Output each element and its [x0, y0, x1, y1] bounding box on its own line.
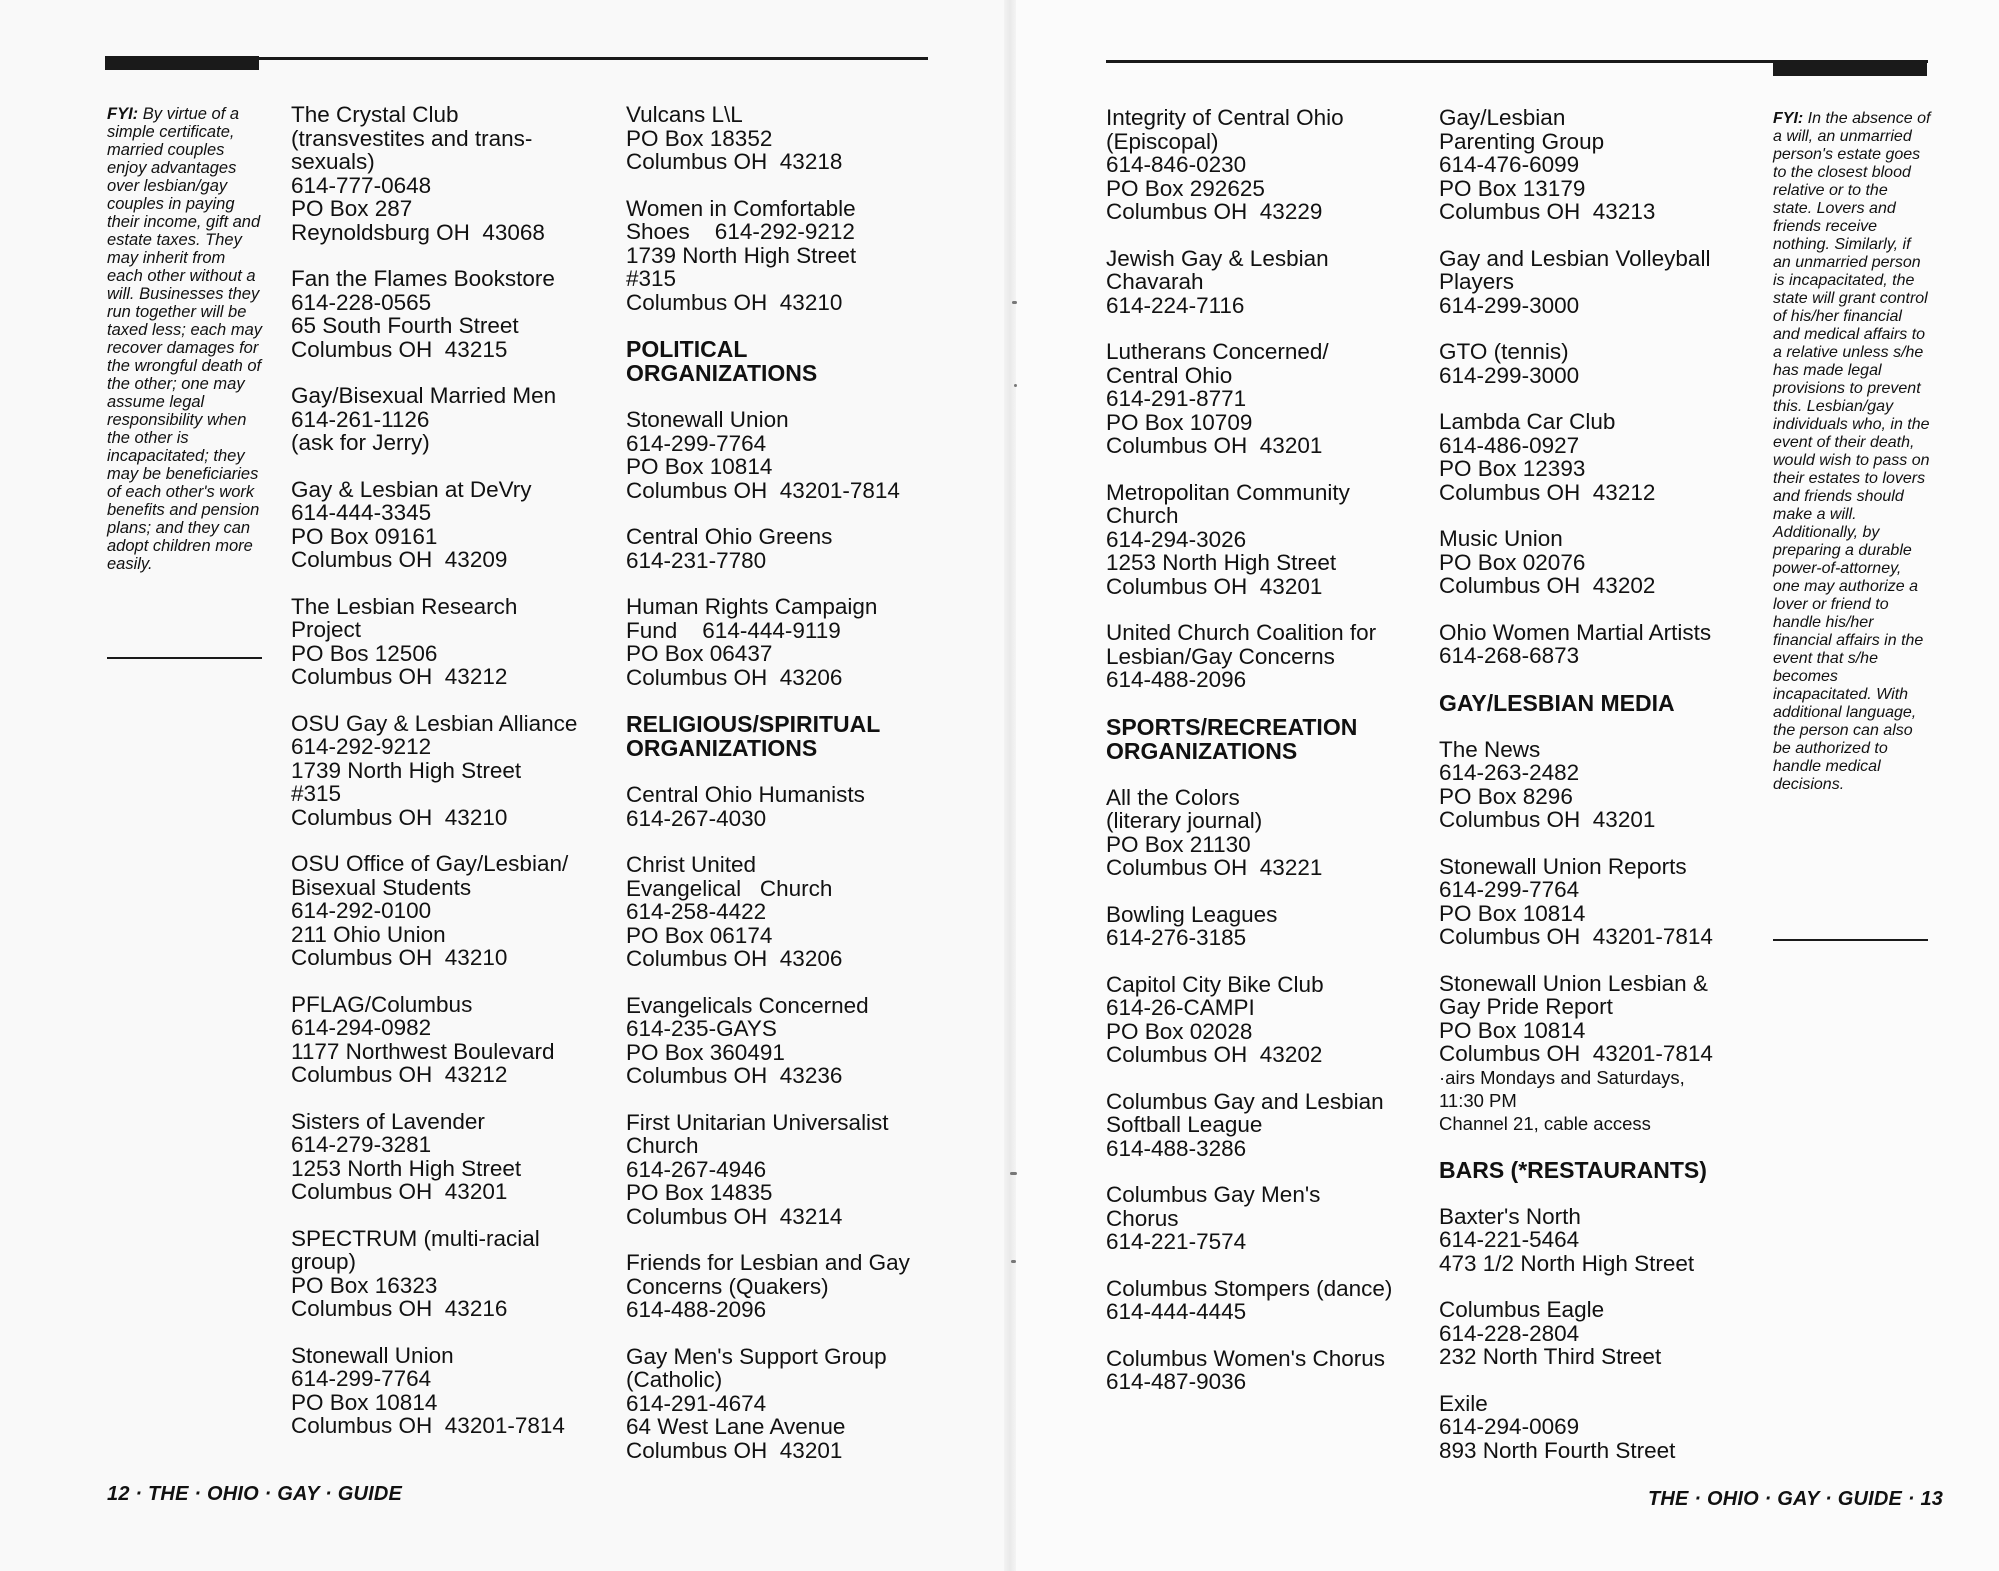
entry-detail-line: Bisexual Students [291, 874, 472, 900]
entry-detail-line: PO Box 10814 [1439, 900, 1586, 926]
section-heading-line: ORGANIZATIONS [1106, 737, 1298, 764]
directory-entry [1106, 1090, 1436, 1161]
entry-name: Baxter's North [1439, 1203, 1581, 1229]
entry-name: Columbus Women's Chorus [1106, 1345, 1385, 1371]
section-heading-line: GAY/LESBIAN MEDIA [1439, 689, 1675, 716]
entry-detail-line: Columbus OH 43216 [291, 1296, 508, 1321]
left-listing-column-1 [291, 103, 611, 1461]
entry-detail-line: (literary journal) [1106, 808, 1263, 833]
entry-detail-line: Columbus OH 43201-7814 [1439, 924, 1713, 949]
entry-detail-line: 614-231-7780 [626, 547, 767, 573]
entry-detail-line: PO Box 12393 [1439, 456, 1586, 481]
entry-detail-line: Columbus OH 43209 [291, 547, 508, 572]
left-fyi-rule [107, 657, 262, 659]
directory-entry [626, 525, 956, 572]
section-heading-line: BARS (*RESTAURANTS) [1439, 1156, 1707, 1183]
entry-detail-line: Columbus OH 43210 [291, 804, 508, 830]
entry-name: OSU Office of Gay/Lesbian/ [291, 851, 569, 876]
scan-speck [1010, 1172, 1017, 1175]
entry-detail-line: Columbus OH 43212 [291, 664, 508, 689]
entry-name: OSU Gay & Lesbian Alliance [291, 710, 578, 736]
section-heading [626, 337, 956, 385]
entry-name: Sisters of Lavender [291, 1108, 485, 1134]
entry-detail-line: 614-299-7764 [291, 1366, 432, 1391]
directory-entry [291, 852, 611, 970]
entry-name: Jewish Gay & Lesbian [1106, 245, 1329, 271]
entry-name: Lambda Car Club [1439, 409, 1616, 434]
directory-entry [626, 1345, 956, 1463]
entry-name: Gay/Lesbian [1439, 105, 1566, 130]
directory-entry [626, 1251, 956, 1322]
entry-name: Stonewall Union Lesbian & [1439, 970, 1708, 996]
entry-detail-line: 614-488-2096 [1106, 667, 1247, 692]
entry-detail-line: 614-846-0230 [1106, 152, 1247, 177]
entry-detail-line: Columbus OH 43229 [1106, 199, 1323, 224]
entry-detail-line: Church [626, 1133, 699, 1158]
entry-detail-line: 614-261-1126 [291, 406, 430, 432]
entry-detail-line: Gay Pride Report [1439, 994, 1613, 1019]
entry-detail-line: PO Box 8296 [1439, 783, 1573, 809]
fyi-text: By virtue of a simple certificate, married couples enjoy advantages over lesbian/gay couples in paying their income, gift and estate taxes. They may inherit from each other without a will. Businesses they run together will be taxed less; each may recover damages for the wrongful death of the other; one may assume legal responsibility when the other is incapacitated; they may be beneficiaries of each other's work benefits and pension plans; and they can adopt children more easily. [107, 105, 262, 573]
entry-name: Central Ohio Humanists [626, 782, 865, 807]
entry-detail-line: Columbus OH 43201-7814 [1439, 1041, 1713, 1066]
entry-detail-line: Lesbian/Gay Concerns [1106, 643, 1335, 669]
entry-detail-line: 232 North Third Street [1439, 1344, 1662, 1369]
entry-name: Central Ohio Greens [626, 524, 833, 549]
entry-name: Metropolitan Community [1106, 479, 1350, 505]
directory-entry [291, 1227, 611, 1321]
entry-detail-line: 614-267-4946 [626, 1156, 767, 1182]
entry-detail-line: 211 Ohio Union [291, 921, 446, 947]
entry-name: Gay and Lesbian Volleyball [1439, 245, 1711, 271]
entry-detail-line: 614-276-3185 [1106, 925, 1247, 950]
entry-name: Friends for Lesbian and Gay [626, 1250, 910, 1275]
entry-detail-line: Columbus OH 43201 [291, 1179, 508, 1204]
entry-detail-line: 614-26-CAMPI [1106, 995, 1255, 1020]
left-fyi-sidebar [107, 105, 265, 573]
book-gutter [1004, 0, 1016, 1571]
entry-detail-line: 614-444-3345 [291, 500, 432, 525]
entry-name: PFLAG/Columbus [291, 991, 473, 1017]
directory-entry [626, 1111, 956, 1229]
entry-detail-line: 614-486-0927 [1439, 432, 1580, 458]
entry-name: Columbus Eagle [1439, 1297, 1605, 1322]
entry-detail-line: PO Box 10709 [1106, 409, 1253, 435]
fyi-text: In the absence of a will, an unmarried person's estate goes to the closest blood relative or to the state. Lovers and friends receive nothing. Similarly, if an unmarried person is incapacitated, the state will grant control of his/her financial and medical affairs to a relative unless s/he has made legal provisions to prevent this. Lesbian/gay individuals who, in the event of their death, would wish to pass on their estates to lovers and friends should make a will. Additionally, by preparing a durable power-of-attorney, one may authorize a lover or friend to handle his/her financial affairs in the event that s/he becomes incapacitated. With additional language, the person can also be authorized to handle medical decisions. [1773, 110, 1931, 793]
entry-detail-line: 614-299-7764 [1439, 877, 1580, 902]
entry-detail-line: Players [1439, 269, 1515, 294]
entry-name: Ohio Women Martial Artists [1439, 619, 1712, 645]
entry-name: Stonewall Union [291, 1342, 454, 1368]
entry-name: Gay & Lesbian at DeVry [291, 476, 532, 502]
entry-detail-line: Columbus OH 43213 [1439, 199, 1656, 224]
entry-name: Gay Men's Support Group [626, 1343, 887, 1369]
entry-detail-line: PO Box 16323 [291, 1272, 438, 1298]
entry-detail-line: Project [291, 617, 362, 642]
entry-detail-line: 614-294-0982 [291, 1015, 432, 1040]
right-header-bar [1773, 62, 1927, 76]
entry-detail-line: Columbus OH 43201 [1439, 807, 1656, 832]
entry-detail-line: Shoes 614-292-9212 [626, 219, 855, 244]
entry-detail-line: 614-299-3000 [1439, 292, 1580, 318]
left-header-rule [105, 57, 928, 60]
entry-detail-line: PO Box 10814 [626, 454, 773, 479]
entry-name: Human Rights Campaign [626, 594, 878, 619]
directory-entry [626, 853, 956, 971]
right-listing-column-1 [1106, 106, 1436, 1417]
entry-detail-line: Columbus OH 43201-7814 [626, 477, 900, 503]
directory-entry [1439, 527, 1759, 598]
entry-detail-line: Chorus [1106, 1205, 1179, 1231]
directory-entry [1439, 1298, 1759, 1369]
entry-detail-line: 893 North Fourth Street [1439, 1437, 1676, 1463]
entry-detail-line: 614-292-0100 [291, 898, 432, 923]
directory-entry [1439, 106, 1759, 224]
directory-entry [1439, 972, 1759, 1135]
directory-entry [626, 783, 956, 830]
directory-entry [291, 103, 611, 244]
directory-entry [1439, 855, 1759, 949]
left-listing-column-2 [626, 103, 956, 1485]
entry-detail-line: 1177 Northwest Boulevard [291, 1038, 555, 1064]
entry-detail-line: PO Box 360491 [626, 1039, 785, 1065]
entry-detail-line: 614-777-0648 [291, 172, 432, 198]
entry-detail-line: PO Box 14835 [626, 1180, 773, 1205]
entry-detail-line: Chavarah [1106, 269, 1204, 294]
entry-detail-line: Columbus OH 43210 [291, 945, 508, 970]
entry-detail-line: PO Box 06174 [626, 922, 773, 948]
directory-entry [1439, 340, 1759, 387]
entry-detail-line: Columbus OH 43206 [626, 946, 843, 971]
entry-note-line: ·airs Mondays and Saturdays, [1439, 1066, 1685, 1088]
directory-entry [291, 712, 611, 830]
entry-name: Fan the Flames Bookstore [291, 266, 555, 291]
directory-entry [1439, 247, 1759, 318]
entry-detail-line: Columbus OH 43201 [1106, 573, 1323, 599]
entry-detail-line: Columbus OH 43236 [626, 1063, 843, 1088]
entry-name: Music Union [1439, 526, 1563, 551]
section-heading-line: RELIGIOUS/SPIRITUAL [626, 711, 881, 737]
entry-name: Vulcans L\L [626, 102, 743, 127]
entry-detail-line: 614-487-9036 [1106, 1369, 1247, 1394]
entry-detail-line: 614-221-5464 [1439, 1227, 1580, 1252]
directory-entry [626, 408, 956, 502]
entry-detail-line: (ask for Jerry) [291, 430, 430, 455]
entry-name: Gay/Bisexual Married Men [291, 383, 557, 408]
entry-detail-line: group) [291, 1249, 357, 1274]
entry-detail-line: PO Box 21130 [1106, 831, 1251, 857]
entry-detail-line: 614-299-7764 [626, 430, 767, 456]
entry-detail-line: PO Box 18352 [626, 125, 773, 151]
entry-detail-line: 614-267-4030 [626, 805, 767, 831]
entry-detail-line: sexuals) [291, 149, 375, 174]
section-heading-line: ORGANIZATIONS [626, 735, 818, 761]
entry-detail-line: 1739 North High Street [291, 757, 522, 783]
entry-detail-line: Columbus OH 43202 [1106, 1042, 1323, 1067]
entry-name: Capitol City Bike Club [1106, 971, 1324, 997]
fyi-label: FYI: [1773, 110, 1804, 127]
directory-entry [1439, 1205, 1759, 1276]
entry-detail-line: Columbus OH 43212 [291, 1062, 508, 1087]
directory-entry [1106, 1277, 1436, 1324]
entry-detail-line: Columbus OH 43202 [1439, 573, 1656, 598]
entry-name: Women in Comfortable [626, 195, 856, 221]
entry-detail-line: PO Box 287 [291, 196, 413, 221]
entry-detail-line: PO Box 10814 [1439, 1017, 1586, 1043]
entry-detail-line: PO Box 292625 [1106, 175, 1265, 201]
entry-detail-line: 614-228-2804 [1439, 1320, 1580, 1346]
entry-name: Lutherans Concerned/ [1106, 339, 1329, 364]
entry-name: The Lesbian Research [291, 593, 518, 619]
entry-detail-line: 64 West Lane Avenue [626, 1414, 846, 1439]
section-heading [1106, 715, 1436, 763]
entry-detail-line: 614-291-4674 [626, 1390, 767, 1416]
scan-speck [1011, 1260, 1016, 1263]
entry-name: The Crystal Club [291, 102, 459, 127]
right-fyi-rule [1773, 939, 1928, 941]
fyi-label: FYI: [107, 105, 139, 123]
entry-detail-line: PO Box 13179 [1439, 175, 1586, 201]
directory-entry [291, 595, 611, 689]
entry-name: United Church Coalition for [1106, 620, 1377, 645]
entry-detail-line: 614-258-4422 [626, 899, 767, 924]
entry-detail-line: 1739 North High Street [626, 242, 857, 268]
entry-name: SPECTRUM (multi-racial [291, 1225, 540, 1251]
entry-detail-line: PO Bos 12506 [291, 640, 438, 666]
directory-entry [1106, 247, 1436, 318]
directory-entry [1106, 786, 1436, 880]
entry-detail-line: Concerns (Quakers) [626, 1273, 829, 1299]
entry-detail-line: 614-299-3000 [1439, 362, 1580, 388]
directory-entry [626, 103, 956, 174]
directory-entry [626, 595, 956, 689]
directory-entry [1106, 481, 1436, 599]
entry-detail-line: 614-488-2096 [626, 1297, 767, 1322]
entry-detail-line: PO Box 02076 [1439, 549, 1586, 575]
entry-name: First Unitarian Universalist [626, 1109, 889, 1135]
entry-detail-line: PO Box 02028 [1106, 1018, 1253, 1044]
entry-detail-line: Fund 614-444-9119 [626, 617, 841, 643]
entry-detail-line: 614-476-6099 [1439, 152, 1580, 177]
entry-detail-line: Reynoldsburg OH 43068 [291, 219, 545, 245]
section-heading-line: POLITICAL [626, 336, 748, 362]
entry-detail-line: 614-488-3286 [1106, 1135, 1247, 1161]
entry-detail-line: 1253 North High Street [1106, 550, 1337, 575]
directory-entry [626, 197, 956, 315]
directory-entry [1439, 738, 1759, 832]
section-heading [1439, 691, 1759, 715]
section-heading [626, 712, 956, 760]
entry-detail-line: (transvestites and trans- [291, 125, 533, 151]
left-page-folio: 12 · THE · OHIO · GAY · GUIDE [107, 1483, 403, 1505]
entry-detail-line: Central Ohio [1106, 362, 1233, 388]
entry-detail-line: 614-279-3281 [291, 1132, 432, 1157]
right-fyi-sidebar [1773, 110, 1931, 794]
entry-detail-line: Softball League [1106, 1112, 1263, 1137]
entry-detail-line: 614-292-9212 [291, 734, 432, 759]
directory-entry [1439, 410, 1759, 504]
entry-name: Columbus Stompers (dance) [1106, 1275, 1393, 1301]
entry-note-line: Channel 21, cable access [1439, 1112, 1651, 1134]
entry-detail-line: 614-221-7574 [1106, 1229, 1247, 1254]
entry-detail-line: Columbus OH 43218 [626, 149, 843, 174]
entry-detail-line: Columbus OH 43215 [291, 336, 508, 362]
entry-detail-line: 614-263-2482 [1439, 760, 1580, 785]
directory-entry [1106, 106, 1436, 224]
entry-detail-line: PO Box 10814 [291, 1389, 438, 1415]
section-heading-line: ORGANIZATIONS [626, 360, 818, 386]
entry-detail-line: Columbus OH 43201 [626, 1437, 843, 1463]
right-page-folio: THE · OHIO · GAY · GUIDE · 13 [1648, 1488, 1944, 1510]
directory-entry [1439, 621, 1759, 668]
entry-detail-line: Columbus OH 43214 [626, 1203, 843, 1229]
section-heading [1439, 1158, 1759, 1182]
right-listing-column-2 [1439, 106, 1759, 1485]
directory-entry [1106, 1347, 1436, 1394]
entry-detail-line: Columbus OH 43206 [626, 664, 843, 690]
entry-detail-line: PO Box 09161 [291, 523, 438, 549]
directory-entry [291, 267, 611, 361]
entry-detail-line: Columbus OH 43201-7814 [291, 1413, 565, 1438]
entry-detail-line: #315 [291, 781, 342, 806]
directory-entry [1439, 1392, 1759, 1463]
directory-entry [1106, 1183, 1436, 1254]
entry-detail-line: Parenting Group [1439, 128, 1605, 154]
entry-detail-line: Church [1106, 503, 1179, 528]
directory-entry [1106, 903, 1436, 950]
directory-entry [291, 1344, 611, 1438]
directory-entry [1106, 340, 1436, 458]
entry-name: Columbus Gay Men's [1106, 1182, 1321, 1207]
directory-entry [626, 994, 956, 1088]
scan-speck [1012, 301, 1017, 304]
entry-name: Evangelicals Concerned [626, 992, 869, 1018]
entry-name: The News [1439, 736, 1541, 762]
entry-detail-line: 614-224-7116 [1106, 292, 1245, 318]
directory-entry [291, 384, 611, 455]
entry-name: Stonewall Union Reports [1439, 853, 1687, 879]
entry-detail-line: (Catholic) [626, 1367, 723, 1392]
entry-detail-line: 1253 North High Street [291, 1155, 522, 1181]
entry-detail-line: Evangelical Church [626, 875, 833, 901]
directory-entry [1106, 621, 1436, 692]
scan-speck [1014, 384, 1017, 387]
entry-name: Bowling Leagues [1106, 901, 1278, 927]
entry-name: Exile [1439, 1390, 1488, 1416]
directory-entry [1106, 973, 1436, 1067]
entry-name: Integrity of Central Ohio [1106, 105, 1344, 130]
entry-detail-line: 614-268-6873 [1439, 643, 1580, 668]
entry-detail-line: Columbus OH 43201 [1106, 433, 1323, 458]
entry-detail-line: 614-444-4445 [1106, 1299, 1247, 1324]
entry-detail-line: PO Box 06437 [626, 641, 773, 666]
entry-detail-line: 65 South Fourth Street [291, 313, 519, 338]
entry-detail-line: 614-294-3026 [1106, 526, 1247, 552]
entry-detail-line: 614-235-GAYS [626, 1016, 777, 1041]
entry-detail-line: #315 [626, 266, 677, 291]
entry-name: GTO (tennis) [1439, 339, 1569, 364]
section-heading-line: SPORTS/RECREATION [1106, 713, 1358, 740]
entry-detail-line: 614-291-8771 [1106, 386, 1247, 411]
entry-detail-line: 614-294-0069 [1439, 1414, 1580, 1439]
directory-entry [291, 478, 611, 572]
entry-note-line: 11:30 PM [1439, 1089, 1517, 1111]
entry-name: Stonewall Union [626, 407, 789, 432]
directory-entry [291, 993, 611, 1087]
entry-detail-line: Columbus OH 43210 [626, 289, 843, 315]
entry-name: All the Colors [1106, 784, 1240, 810]
entry-detail-line: Columbus OH 43221 [1106, 855, 1323, 880]
entry-detail-line: 473 1/2 North High Street [1439, 1250, 1695, 1276]
entry-detail-line: (Episcopal) [1106, 128, 1219, 154]
entry-detail-line: Columbus OH 43212 [1439, 479, 1656, 505]
directory-entry [291, 1110, 611, 1204]
entry-detail-line: 614-228-0565 [291, 289, 432, 315]
entry-name: Columbus Gay and Lesbian [1106, 1088, 1384, 1114]
entry-name: Christ United [626, 852, 757, 877]
